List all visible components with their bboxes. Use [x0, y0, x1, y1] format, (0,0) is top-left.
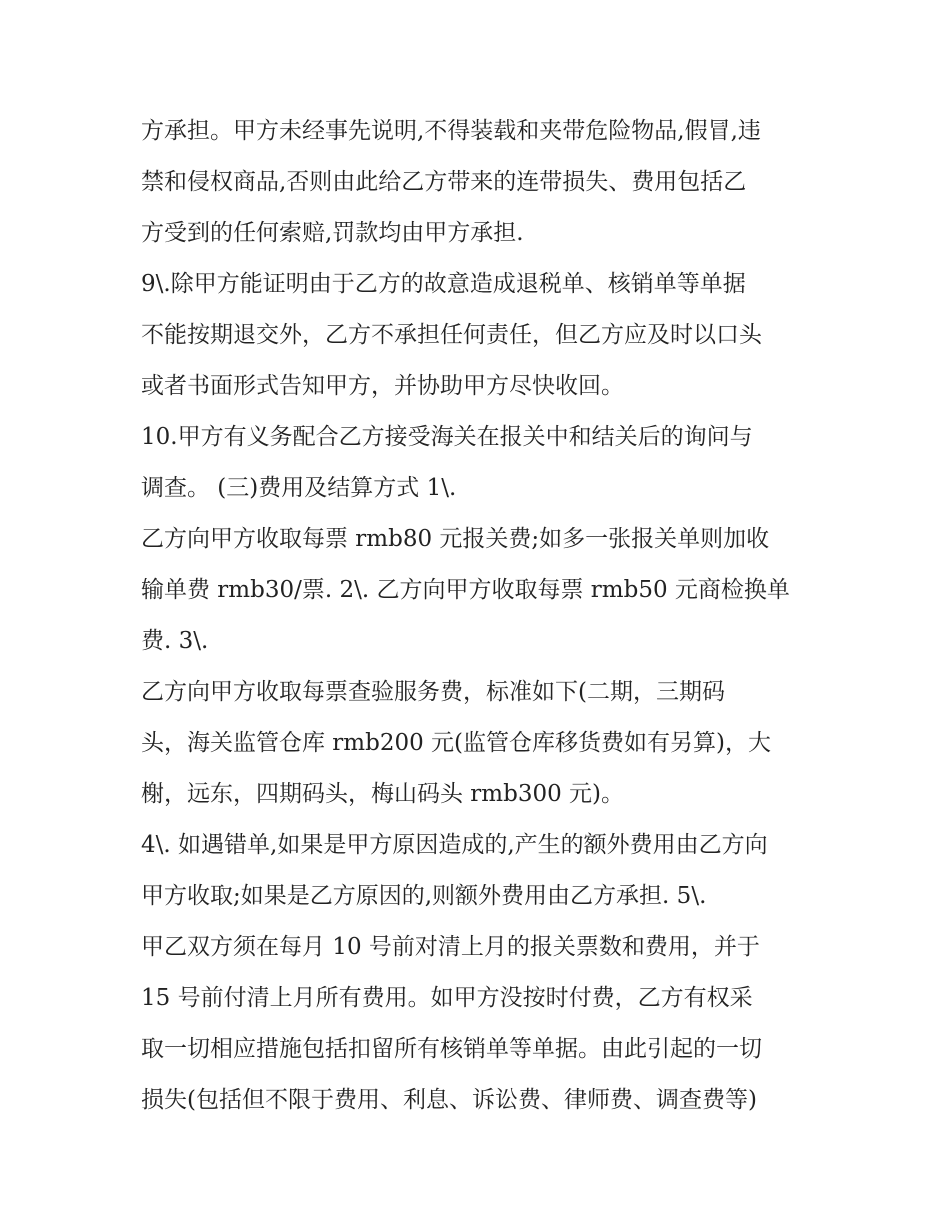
- text-line-1: 方承担。甲方未经事先说明,不得装载和夹带危险物品,假冒,违: [141, 118, 761, 144]
- text-line-15: 4\. 如遇错单,如果是甲方原因造成的,产生的额外费用由乙方向: [141, 832, 768, 858]
- text-line-13: 头，海关监管仓库 rmb200 元(监管仓库移货费如有另算)，大: [141, 730, 771, 756]
- text-line-12: 乙方向甲方收取每票查验服务费，标准如下(二期，三期码: [141, 679, 725, 705]
- text-line-2: 禁和侵权商品,否则由此给乙方带来的连带损失、费用包括乙: [141, 169, 747, 195]
- text-line-11: 费. 3\.: [141, 628, 209, 654]
- text-line-19: 取一切相应措施包括扣留所有核销单等单据。由此引起的一切: [141, 1036, 762, 1062]
- text-line-14: 榭，远东，四期码头，梅山码头 rmb300 元)。: [141, 781, 625, 807]
- text-line-4: 9\.除甲方能证明由于乙方的故意造成退税单、核销单等单据: [141, 271, 746, 297]
- text-line-16: 甲方收取;如果是乙方原因的,则额外费用由乙方承担. 5\.: [141, 883, 707, 909]
- text-line-6: 或者书面形式告知甲方，并协助甲方尽快收回。: [141, 373, 624, 399]
- text-line-17: 甲乙双方须在每月 10 号前对清上月的报关票数和费用，并于: [141, 934, 760, 960]
- text-line-3: 方受到的任何索赔,罚款均由甲方承担.: [141, 220, 524, 246]
- text-line-5: 不能按期退交外，乙方不承担任何责任，但乙方应及时以口头: [141, 322, 762, 348]
- text-line-9: 乙方向甲方收取每票 rmb80 元报关费;如多一张报关单则加收: [141, 526, 770, 552]
- text-line-20: 损失(包括但不限于费用、利息、诉讼费、律师费、调查费等): [141, 1087, 757, 1113]
- text-line-8: 调查。 (三)费用及结算方式 1\.: [141, 475, 457, 501]
- contract-text: [141, 106, 841, 1126]
- text-line-7: 10.甲方有义务配合乙方接受海关在报关中和结关后的询问与: [141, 424, 753, 450]
- text-line-10: 输单费 rmb30/票. 2\. 乙方向甲方收取每票 rmb50 元商检换单: [141, 577, 790, 603]
- text-line-18: 15 号前付清上月所有费用。如甲方没按时付费，乙方有权采: [141, 985, 753, 1011]
